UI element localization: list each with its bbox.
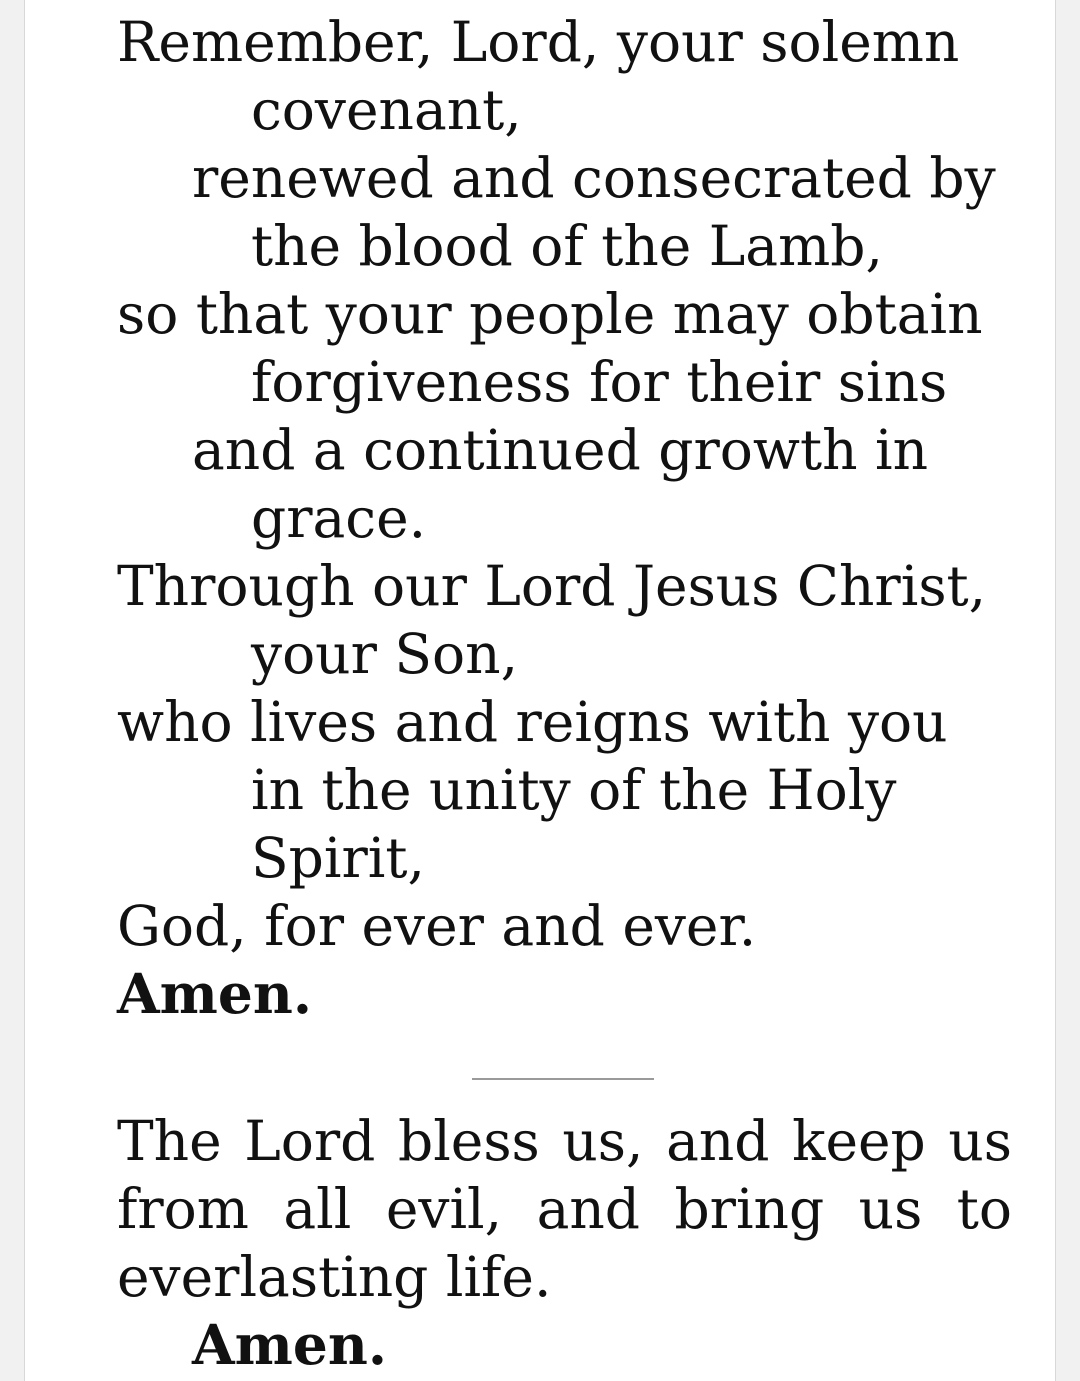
prayer-line: and a continued growth in bbox=[192, 418, 929, 482]
prayer-line: covenant, bbox=[251, 78, 522, 142]
prayer-line: Spirit, bbox=[251, 826, 425, 890]
prayer-amen: Amen. bbox=[117, 961, 312, 1026]
blessing-text: The Lord bless us, and keep us from all evil, and bring us to everlasting life. bbox=[117, 1109, 1012, 1309]
prayer-line: God, for ever and ever. bbox=[117, 894, 757, 958]
prayer-line: forgiveness for their sins bbox=[251, 350, 948, 414]
prayer-line: Through our Lord Jesus Christ, bbox=[117, 554, 987, 618]
prayer-line: in the unity of the Holy bbox=[251, 758, 897, 822]
prayer-line: so that your people may obtain bbox=[117, 282, 983, 346]
prayer-line: your Son, bbox=[251, 622, 519, 686]
blessing-amen: Amen. bbox=[192, 1312, 387, 1377]
prayer-line: Remember, Lord, your solemn bbox=[117, 10, 960, 74]
collect-prayer bbox=[117, 8, 1012, 960]
section-divider bbox=[472, 1078, 654, 1080]
prayer-content bbox=[117, 8, 1012, 1379]
prayer-line: the blood of the Lamb, bbox=[251, 214, 883, 278]
prayer-line: renewed and consecrated by bbox=[192, 146, 996, 210]
prayer-line: grace. bbox=[251, 486, 427, 550]
document-page bbox=[24, 0, 1056, 1381]
prayer-line: who lives and reigns with you bbox=[117, 690, 948, 754]
